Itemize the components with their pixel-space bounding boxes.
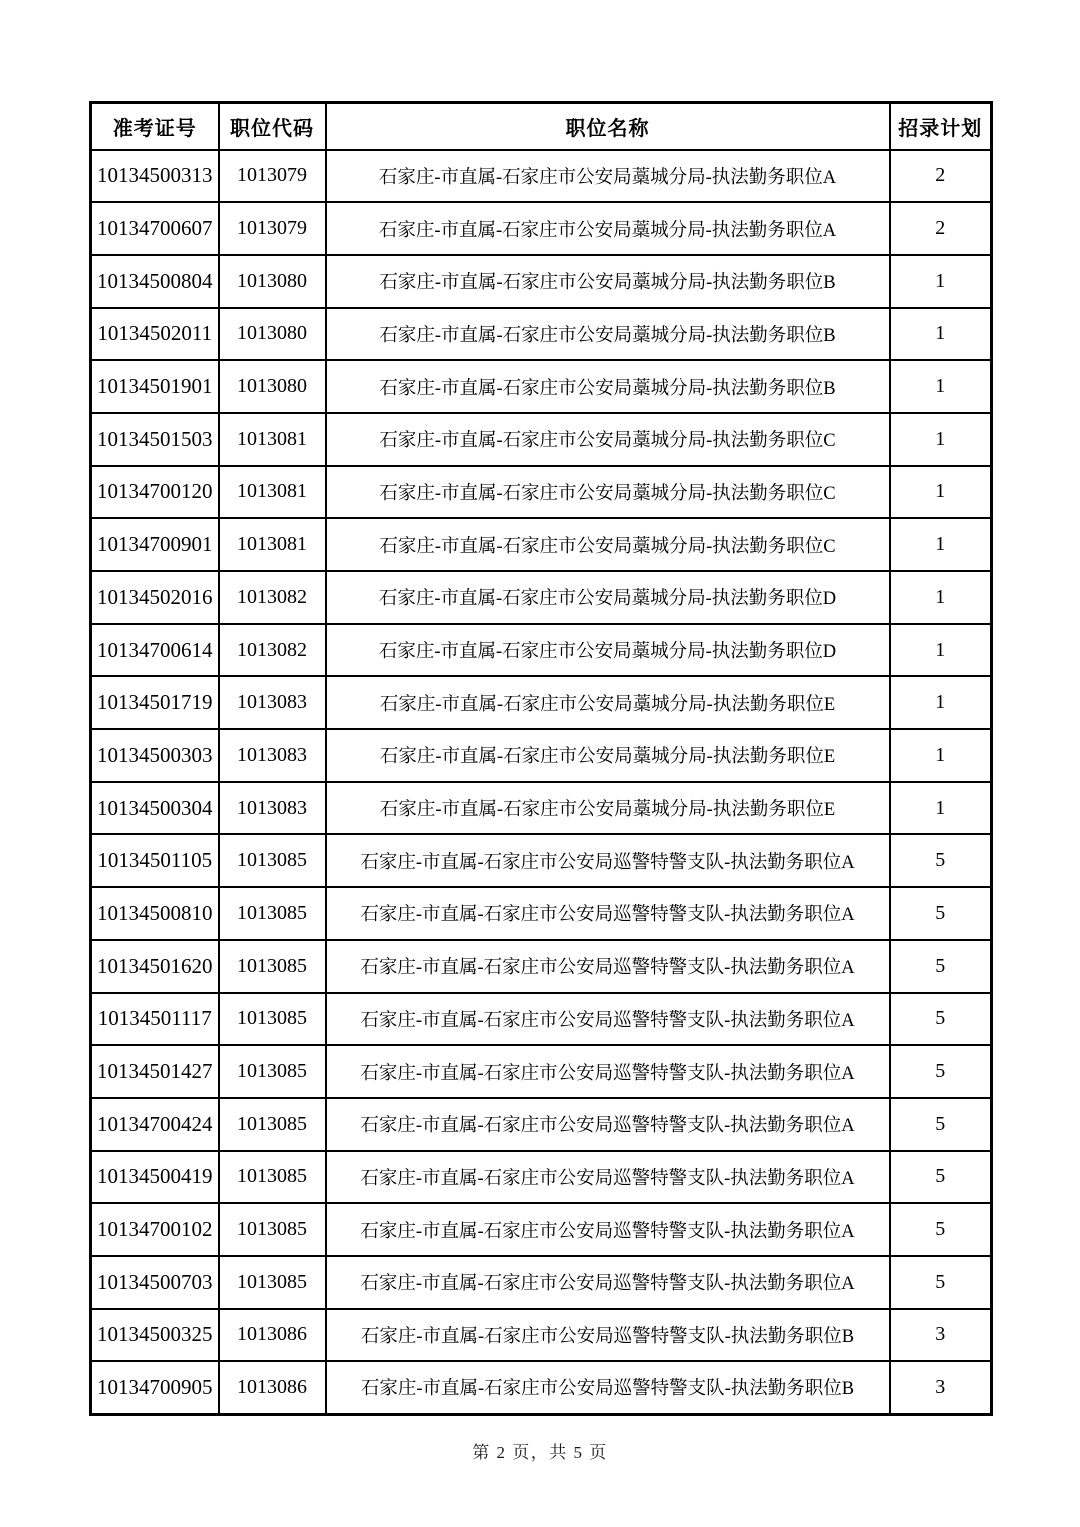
table-row <box>91 413 992 466</box>
positions-table <box>89 101 993 1416</box>
cell-position-code: 1013079 <box>219 150 326 203</box>
cell-position-name: 石家庄-市直属-石家庄市公安局巡警特警支队-执法勤务职位A <box>326 1098 890 1151</box>
cell-position-name: 石家庄-市直属-石家庄市公安局藁城分局-执法勤务职位D <box>326 624 890 677</box>
cell-position-code: 1013085 <box>219 1256 326 1309</box>
cell-admission-no: 10134500810 <box>91 887 219 940</box>
cell-admission-no: 10134501503 <box>91 413 219 466</box>
cell-admission-no: 10134501105 <box>91 834 219 887</box>
cell-recruit-plan: 1 <box>890 360 992 413</box>
cell-recruit-plan: 1 <box>890 571 992 624</box>
cell-admission-no: 10134700905 <box>91 1361 219 1414</box>
page-footer: 第 2 页，共 5 页 <box>472 1443 608 1462</box>
cell-admission-no: 10134501901 <box>91 360 219 413</box>
cell-position-code: 1013085 <box>219 887 326 940</box>
table-body <box>91 150 992 1415</box>
cell-recruit-plan: 1 <box>890 255 992 308</box>
cell-admission-no: 10134700102 <box>91 1203 219 1256</box>
cell-recruit-plan: 1 <box>890 624 992 677</box>
cell-position-code: 1013079 <box>219 202 326 255</box>
cell-position-name: 石家庄-市直属-石家庄市公安局巡警特警支队-执法勤务职位A <box>326 1203 890 1256</box>
cell-position-name: 石家庄-市直属-石家庄市公安局藁城分局-执法勤务职位C <box>326 518 890 571</box>
cell-position-code: 1013081 <box>219 518 326 571</box>
cell-position-name: 石家庄-市直属-石家庄市公安局巡警特警支队-执法勤务职位A <box>326 993 890 1046</box>
cell-admission-no: 10134500804 <box>91 255 219 308</box>
table-row <box>91 1203 992 1256</box>
cell-position-code: 1013085 <box>219 834 326 887</box>
cell-position-code: 1013086 <box>219 1361 326 1414</box>
table-row <box>91 1045 992 1098</box>
cell-position-code: 1013085 <box>219 1203 326 1256</box>
cell-admission-no: 10134700607 <box>91 202 219 255</box>
cell-recruit-plan: 5 <box>890 1151 992 1204</box>
cell-position-code: 1013083 <box>219 729 326 782</box>
table-row <box>91 571 992 624</box>
cell-position-code: 1013080 <box>219 255 326 308</box>
cell-recruit-plan: 2 <box>890 150 992 203</box>
table-row <box>91 360 992 413</box>
cell-recruit-plan: 5 <box>890 940 992 993</box>
cell-recruit-plan: 5 <box>890 887 992 940</box>
cell-position-name: 石家庄-市直属-石家庄市公安局藁城分局-执法勤务职位E <box>326 729 890 782</box>
cell-recruit-plan: 1 <box>890 413 992 466</box>
cell-admission-no: 10134502016 <box>91 571 219 624</box>
cell-position-name: 石家庄-市直属-石家庄市公安局巡警特警支队-执法勤务职位A <box>326 940 890 993</box>
header-cell-recruit-plan: 招录计划 <box>890 103 992 150</box>
table-row <box>91 1256 992 1309</box>
cell-position-name: 石家庄-市直属-石家庄市公安局巡警特警支队-执法勤务职位A <box>326 1256 890 1309</box>
cell-recruit-plan: 1 <box>890 676 992 729</box>
table-row <box>91 1361 992 1414</box>
cell-recruit-plan: 1 <box>890 729 992 782</box>
header-cell-position-code: 职位代码 <box>219 103 326 150</box>
table-row <box>91 1151 992 1204</box>
table-row <box>91 729 992 782</box>
cell-position-code: 1013082 <box>219 571 326 624</box>
cell-position-name: 石家庄-市直属-石家庄市公安局藁城分局-执法勤务职位A <box>326 202 890 255</box>
cell-position-name: 石家庄-市直属-石家庄市公安局巡警特警支队-执法勤务职位A <box>326 1045 890 1098</box>
cell-admission-no: 10134501427 <box>91 1045 219 1098</box>
cell-position-name: 石家庄-市直属-石家庄市公安局巡警特警支队-执法勤务职位B <box>326 1309 890 1362</box>
cell-position-code: 1013085 <box>219 940 326 993</box>
cell-position-name: 石家庄-市直属-石家庄市公安局巡警特警支队-执法勤务职位A <box>326 834 890 887</box>
cell-admission-no: 10134502011 <box>91 308 219 361</box>
header-cell-position-name: 职位名称 <box>326 103 890 150</box>
cell-recruit-plan: 2 <box>890 202 992 255</box>
cell-admission-no: 10134700614 <box>91 624 219 677</box>
cell-recruit-plan: 3 <box>890 1309 992 1362</box>
table-row <box>91 1309 992 1362</box>
table-row <box>91 993 992 1046</box>
cell-position-name: 石家庄-市直属-石家庄市公安局藁城分局-执法勤务职位D <box>326 571 890 624</box>
cell-recruit-plan: 1 <box>890 308 992 361</box>
cell-position-code: 1013080 <box>219 360 326 413</box>
cell-position-code: 1013085 <box>219 1151 326 1204</box>
cell-position-code: 1013081 <box>219 466 326 519</box>
cell-admission-no: 10134500325 <box>91 1309 219 1362</box>
cell-admission-no: 10134700901 <box>91 518 219 571</box>
cell-position-code: 1013085 <box>219 1098 326 1151</box>
cell-position-code: 1013083 <box>219 782 326 835</box>
cell-admission-no: 10134500303 <box>91 729 219 782</box>
cell-position-name: 石家庄-市直属-石家庄市公安局藁城分局-执法勤务职位E <box>326 782 890 835</box>
header-row <box>91 103 992 150</box>
cell-position-code: 1013081 <box>219 413 326 466</box>
table-row <box>91 834 992 887</box>
cell-position-name: 石家庄-市直属-石家庄市公安局藁城分局-执法勤务职位B <box>326 360 890 413</box>
cell-position-name: 石家庄-市直属-石家庄市公安局藁城分局-执法勤务职位C <box>326 466 890 519</box>
cell-recruit-plan: 5 <box>890 1045 992 1098</box>
table-row <box>91 466 992 519</box>
cell-position-name: 石家庄-市直属-石家庄市公安局藁城分局-执法勤务职位C <box>326 413 890 466</box>
cell-admission-no: 10134501620 <box>91 940 219 993</box>
cell-position-name: 石家庄-市直属-石家庄市公安局巡警特警支队-执法勤务职位A <box>326 1151 890 1204</box>
cell-admission-no: 10134501117 <box>91 993 219 1046</box>
cell-recruit-plan: 1 <box>890 782 992 835</box>
table-row <box>91 887 992 940</box>
cell-position-code: 1013082 <box>219 624 326 677</box>
cell-admission-no: 10134500313 <box>91 150 219 203</box>
table-row <box>91 940 992 993</box>
cell-recruit-plan: 5 <box>890 1256 992 1309</box>
cell-admission-no: 10134500419 <box>91 1151 219 1204</box>
table-row <box>91 782 992 835</box>
table-row <box>91 624 992 677</box>
cell-recruit-plan: 5 <box>890 1203 992 1256</box>
cell-recruit-plan: 5 <box>890 834 992 887</box>
cell-admission-no: 10134700120 <box>91 466 219 519</box>
cell-admission-no: 10134500703 <box>91 1256 219 1309</box>
cell-admission-no: 10134501719 <box>91 676 219 729</box>
table-row <box>91 1098 992 1151</box>
table-row <box>91 676 992 729</box>
cell-position-name: 石家庄-市直属-石家庄市公安局巡警特警支队-执法勤务职位A <box>326 887 890 940</box>
cell-recruit-plan: 5 <box>890 993 992 1046</box>
cell-position-code: 1013085 <box>219 993 326 1046</box>
cell-recruit-plan: 5 <box>890 1098 992 1151</box>
cell-position-name: 石家庄-市直属-石家庄市公安局巡警特警支队-执法勤务职位B <box>326 1361 890 1414</box>
cell-position-name: 石家庄-市直属-石家庄市公安局藁城分局-执法勤务职位A <box>326 150 890 203</box>
table-row <box>91 518 992 571</box>
cell-position-code: 1013083 <box>219 676 326 729</box>
cell-admission-no: 10134500304 <box>91 782 219 835</box>
table-row <box>91 255 992 308</box>
cell-recruit-plan: 3 <box>890 1361 992 1414</box>
header-cell-admission-no: 准考证号 <box>91 103 219 150</box>
cell-recruit-plan: 1 <box>890 518 992 571</box>
cell-admission-no: 10134700424 <box>91 1098 219 1151</box>
table-row <box>91 202 992 255</box>
cell-position-code: 1013086 <box>219 1309 326 1362</box>
cell-position-name: 石家庄-市直属-石家庄市公安局藁城分局-执法勤务职位B <box>326 255 890 308</box>
cell-position-name: 石家庄-市直属-石家庄市公安局藁城分局-执法勤务职位E <box>326 676 890 729</box>
cell-position-name: 石家庄-市直属-石家庄市公安局藁城分局-执法勤务职位B <box>326 308 890 361</box>
cell-recruit-plan: 1 <box>890 466 992 519</box>
cell-position-code: 1013085 <box>219 1045 326 1098</box>
table-row <box>91 150 992 203</box>
table-row <box>91 308 992 361</box>
cell-position-code: 1013080 <box>219 308 326 361</box>
